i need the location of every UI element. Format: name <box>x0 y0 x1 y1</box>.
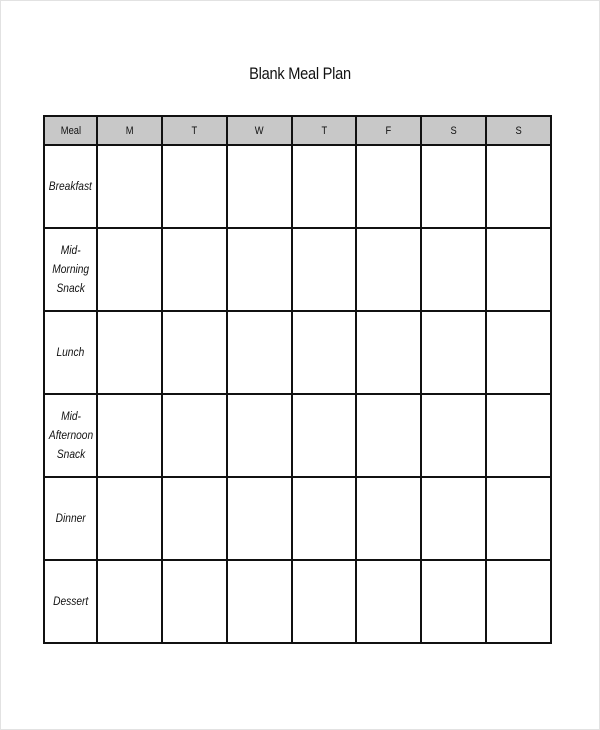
meal-cell[interactable] <box>356 477 421 560</box>
meal-cell[interactable] <box>486 394 551 477</box>
meal-cell[interactable] <box>97 145 162 228</box>
meal-cell[interactable] <box>97 228 162 311</box>
meal-cell[interactable] <box>97 477 162 560</box>
meal-cell[interactable] <box>97 394 162 477</box>
meal-cell[interactable] <box>227 394 292 477</box>
meal-cell[interactable] <box>356 394 421 477</box>
header-saturday <box>421 116 486 145</box>
header-meal-label: Meal <box>60 124 81 137</box>
meal-cell[interactable] <box>356 228 421 311</box>
meal-cell[interactable] <box>486 228 551 311</box>
meal-cell[interactable] <box>421 477 486 560</box>
meal-cell[interactable] <box>227 228 292 311</box>
meal-cell[interactable] <box>227 311 292 394</box>
row-label-lunch <box>44 311 97 394</box>
header-tuesday <box>162 116 227 145</box>
meal-cell[interactable] <box>486 145 551 228</box>
meal-cell[interactable] <box>421 394 486 477</box>
meal-cell[interactable] <box>356 145 421 228</box>
header-meal <box>44 116 97 145</box>
meal-cell[interactable] <box>292 311 357 394</box>
table-row-lunch <box>44 311 551 394</box>
header-sunday-label: S <box>515 124 522 137</box>
header-tuesday-label: T <box>191 124 198 137</box>
row-label-dessert-text: Dessert <box>52 594 89 608</box>
meal-cell[interactable] <box>162 560 227 643</box>
row-label-mid-afternoon-snack-text: Mid- Afternoon Snack <box>48 409 94 461</box>
header-wednesday-label: W <box>254 124 264 137</box>
header-saturday-label: S <box>450 124 457 137</box>
meal-cell[interactable] <box>421 228 486 311</box>
meal-cell[interactable] <box>162 311 227 394</box>
row-label-mid-afternoon-snack <box>44 394 97 477</box>
header-monday-label: M <box>125 124 134 137</box>
meal-cell[interactable] <box>292 477 357 560</box>
meal-cell[interactable] <box>486 560 551 643</box>
row-label-mid-morning-snack <box>44 228 97 311</box>
row-label-dinner-text: Dinner <box>55 511 86 525</box>
header-monday <box>97 116 162 145</box>
meal-cell[interactable] <box>227 145 292 228</box>
meal-cell[interactable] <box>421 560 486 643</box>
header-wednesday <box>227 116 292 145</box>
header-thursday-label: T <box>321 124 327 137</box>
meal-cell[interactable] <box>292 145 357 228</box>
meal-cell[interactable] <box>97 560 162 643</box>
header-friday <box>356 116 421 145</box>
meal-cell[interactable] <box>227 477 292 560</box>
header-sunday <box>486 116 551 145</box>
meal-cell[interactable] <box>421 145 486 228</box>
meal-cell[interactable] <box>421 311 486 394</box>
document-title: Blank Meal Plan <box>249 64 351 83</box>
meal-cell[interactable] <box>292 560 357 643</box>
header-thursday <box>292 116 357 145</box>
meal-cell[interactable] <box>227 560 292 643</box>
table-row-mid-morning-snack <box>44 228 551 311</box>
table-row-dessert <box>44 560 551 643</box>
meal-cell[interactable] <box>162 228 227 311</box>
meal-cell[interactable] <box>162 477 227 560</box>
row-label-dinner <box>44 477 97 560</box>
meal-cell[interactable] <box>292 228 357 311</box>
header-friday-label: F <box>385 124 392 137</box>
meal-cell[interactable] <box>486 311 551 394</box>
meal-cell[interactable] <box>292 394 357 477</box>
meal-cell[interactable] <box>486 477 551 560</box>
row-label-breakfast-text: Breakfast <box>48 179 93 193</box>
table-row-dinner <box>44 477 551 560</box>
table-row-breakfast <box>44 145 551 228</box>
row-label-mid-morning-snack-text: Mid- Morning Snack <box>52 243 89 295</box>
meal-cell[interactable] <box>356 560 421 643</box>
meal-cell[interactable] <box>162 394 227 477</box>
meal-cell[interactable] <box>356 311 421 394</box>
meal-cell[interactable] <box>97 311 162 394</box>
row-label-breakfast <box>44 145 97 228</box>
row-label-dessert <box>44 560 97 643</box>
meal-plan-table <box>43 115 552 644</box>
row-label-lunch-text: Lunch <box>56 345 85 359</box>
meal-cell[interactable] <box>162 145 227 228</box>
table-row-mid-afternoon-snack <box>44 394 551 477</box>
table-header-row <box>44 116 551 145</box>
